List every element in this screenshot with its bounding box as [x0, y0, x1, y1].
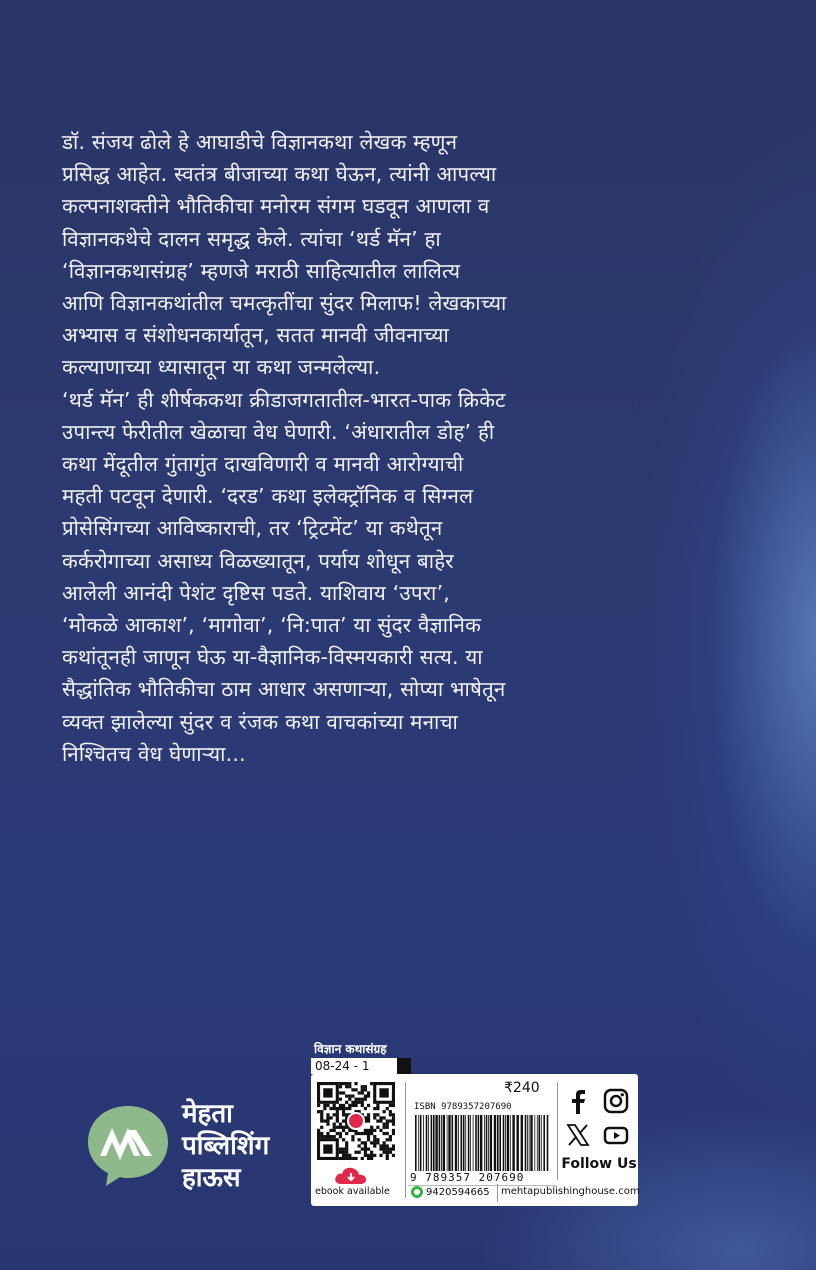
- back-cover-blurb: [62, 126, 762, 770]
- blurb-line: ‘मोकळे आकाश’, ‘मागोवा’, ‘नि:पात’ या सुंदर वैज्ञानिक: [62, 613, 482, 638]
- blurb-line: प्रोसेसिंगच्या आविष्काराची, तर ‘ट्रिटमेंट’ या कथेतून: [62, 516, 443, 541]
- blurb-line: महती पटवून देणारी. ‘दरड’ कथा इलेक्ट्रॉनिक व सिग्नल: [62, 484, 474, 509]
- blurb-line: उपान्त्य फेरीतील खेळाचा वेध घेणारी. ‘अंधारातील डोह’ ही: [62, 419, 495, 444]
- publisher-name-line-2: पब्लिशिंग: [182, 1131, 270, 1161]
- divider: [405, 1082, 406, 1198]
- blurb-line: कथा मेंदूतील गुंतागुंत दाखविणारी व मानवी आरोग्याची: [62, 452, 464, 477]
- cloud-download-icon: [333, 1166, 369, 1186]
- blurb-line: आणि विज्ञानकथांतील चमत्कृतींचा सुंदर मिलाफ! लेखकाच्या: [62, 291, 507, 316]
- blurb-line: ‘विज्ञानकथासंग्रह’ म्हणजे मराठी साहित्यातील लालित्य: [62, 258, 461, 283]
- blurb-line: डॉ. संजय ढोले हे आघाडीचे विज्ञानकथा लेखक म्हणून: [62, 130, 458, 154]
- mehta-logo-bubble-icon: [84, 1100, 172, 1188]
- barcode-card: [311, 1074, 638, 1206]
- isbn-barcode: [413, 1115, 551, 1171]
- blurb-line: अभ्यास व संशोधनकार्यातून, सतत मानवी जीवनाच्या: [62, 323, 449, 348]
- ebook-label: ebook available: [315, 1186, 390, 1197]
- blurb-line: प्रसिद्ध आहेत. स्वतंत्र बीजाच्या कथा घेऊन, त्यांनी आपल्या: [62, 162, 497, 187]
- whatsapp-number: 9420594665: [426, 1186, 490, 1198]
- whatsapp-icon: [411, 1186, 423, 1198]
- publisher-name: [182, 1098, 269, 1194]
- website-link: mehtapublishinghouse.com: [501, 1186, 640, 1197]
- blurb-line: ‘थर्ड मॅन’ ही शीर्षककथा क्रीडाजगतातील-भारत-पाक क्रिकेट: [62, 387, 506, 412]
- publisher-name-line-3: हाऊस: [182, 1163, 241, 1193]
- code-strip-mark: [397, 1058, 411, 1074]
- blurb-line: कथांतूनही जाणून घेऊ या-वैज्ञानिक-विस्मयकारी सत्य. या: [62, 645, 483, 670]
- isbn-label: ISBN 9789357207690: [414, 1102, 512, 1112]
- youtube-icon: [603, 1122, 629, 1148]
- blurb-line: कर्करोगाच्या असाध्य विळख्यातून, पर्याय शोधून बाहेर: [62, 548, 454, 573]
- blurb-line: आलेली आनंदी पेशंट दृष्टिस पडते. याशिवाय ‘उपरा’,: [62, 580, 451, 605]
- book-code-strip: [311, 1058, 411, 1074]
- blurb-line: कल्याणाच्या ध्यासातून या कथा जन्मलेल्या.: [62, 355, 381, 380]
- price: ₹240: [504, 1080, 540, 1096]
- qr-code-icon: [317, 1082, 395, 1160]
- blurb-line: सैद्धांतिक भौतिकीचा ठाम आधार असणाऱ्या, सोप्या भाषेतून: [62, 677, 506, 702]
- blurb-line: व्यक्त झालेल्या सुंदर व रंजक कथा वाचकांच्या मनाचा: [62, 709, 459, 734]
- book-category: विज्ञान कथासंग्रह: [314, 1042, 387, 1056]
- x-icon: [565, 1122, 591, 1148]
- isbn-digits: 9 789357 207690: [410, 1171, 525, 1184]
- publisher-logo: [84, 1098, 304, 1198]
- follow-us-label: Follow Us: [561, 1156, 637, 1172]
- blurb-line: कल्पनाशक्तीने भौतिकीचा मनोरम संगम घडवून आणला व: [62, 194, 490, 219]
- instagram-icon: [603, 1088, 629, 1114]
- blurb-line: विज्ञानकथेचे दालन समृद्ध केले. त्यांचा ‘थर्ड मॅन’ हा: [62, 226, 441, 251]
- divider: [557, 1082, 558, 1180]
- divider: [497, 1184, 498, 1202]
- book-code: 08-24 - 1: [315, 1059, 370, 1073]
- facebook-icon: [565, 1088, 591, 1114]
- publisher-name-line-1: मेहता: [182, 1099, 233, 1129]
- blurb-line: निश्चितच वेध घेणाऱ्या...: [62, 741, 246, 766]
- whatsapp-contact: [411, 1186, 490, 1198]
